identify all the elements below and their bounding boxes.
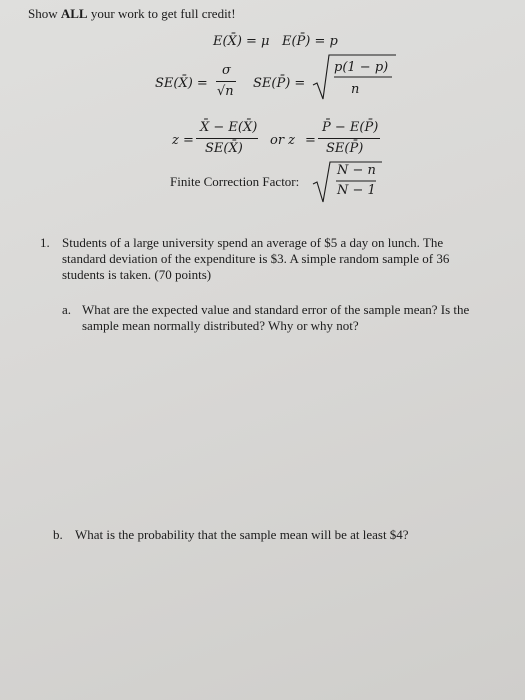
header-instruction xyxy=(28,6,236,22)
question-1-line-3: students is taken. (70 points) xyxy=(62,267,212,282)
se-prop-numerator: p(1 − p) xyxy=(334,60,389,75)
z-mean-denominator: SE(X̄) xyxy=(205,141,243,156)
se-prop-lhs: SE(P̄) = xyxy=(253,76,306,91)
se-prop-denominator: n xyxy=(351,82,360,97)
part-a-label: a. xyxy=(62,302,72,317)
part-b-label: b. xyxy=(53,527,63,542)
z-mean-fraction-bar xyxy=(196,138,258,139)
se-mean-fraction-bar xyxy=(216,81,236,82)
question-1-number: 1. xyxy=(40,235,50,250)
z-prop-numerator: P̄ − E(P̄) xyxy=(322,120,379,135)
question-1-line-1: Students of a large university spend an average of $5 a day on lunch. The xyxy=(62,235,444,250)
se-mean-numerator: σ xyxy=(222,63,231,78)
fcf-numerator: N − n xyxy=(337,163,376,178)
header-bold: ALL xyxy=(60,6,88,21)
z-mean-numerator: X̄ − E(X̄) xyxy=(200,120,258,135)
z-lhs: z = xyxy=(172,133,194,148)
equals-sign: = xyxy=(305,133,316,148)
fcf-denominator: N − 1 xyxy=(337,183,376,198)
z-prop-denominator: SE(P̄) xyxy=(326,141,364,156)
header-post: your work to get full credit! xyxy=(87,6,236,21)
part-a-line-2: sample mean normally distributed? Why or why not? xyxy=(82,318,359,333)
header-pre: Show xyxy=(28,6,61,21)
expected-value-proportion: E(P̄) = p xyxy=(282,34,338,49)
expected-value-mean: E(X̄) = μ xyxy=(213,34,270,49)
se-mean-denominator: √n xyxy=(217,84,234,99)
se-mean-lhs: SE(X̄) = xyxy=(155,76,208,91)
part-b-text: What is the probability that the sample mean will be at least $4? xyxy=(75,527,409,542)
z-prop-fraction-bar xyxy=(318,138,380,139)
or-z-text: or z xyxy=(270,133,296,148)
fcf-label: Finite Correction Factor: xyxy=(170,174,300,189)
question-1-line-2: standard deviation of the expenditure is $3. A simple random sample of 36 xyxy=(62,251,450,266)
part-a-line-1: What are the expected value and standard error of the sample mean? Is the xyxy=(82,302,470,317)
